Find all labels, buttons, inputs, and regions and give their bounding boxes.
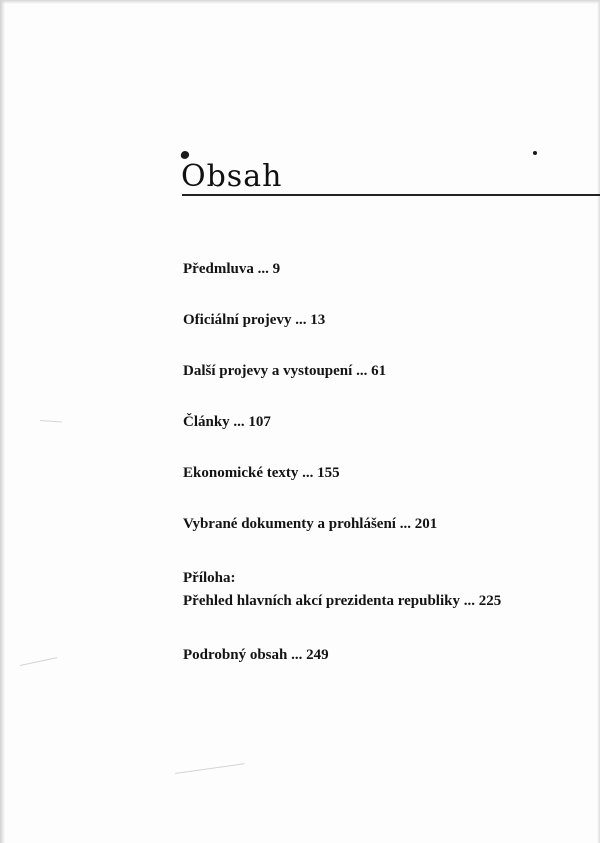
toc-entry-clanky: Články ... 107	[183, 414, 271, 430]
title-underline	[182, 194, 600, 196]
toc-entry-priloha-label: Příloha:	[183, 570, 236, 586]
toc-entry-oficialni-projevy: Oficiální projevy ... 13	[183, 312, 326, 328]
scan-scuff-mark	[175, 763, 244, 774]
toc-entry-dalsi-projevy: Další projevy a vystoupení ... 61	[183, 363, 387, 379]
toc-entry-predmluva: Předmluva ... 9	[183, 261, 281, 277]
page-title: Obsah	[181, 159, 283, 194]
scan-edge-top	[0, 0, 600, 4]
toc-entry-podrobny-obsah: Podrobný obsah ... 249	[183, 647, 329, 663]
ink-speck	[533, 151, 537, 155]
toc-entry-prehled-akci: Přehled hlavních akcí prezidenta republiky ... 225	[183, 593, 502, 609]
toc-entry-ekonomicke-texty: Ekonomické texty ... 155	[183, 465, 340, 481]
toc-entry-vybrane-dokumenty: Vybrané dokumenty a prohlášení ... 201	[183, 516, 438, 532]
scan-scuff-mark	[40, 420, 62, 423]
scan-scuff-mark	[20, 657, 57, 666]
scan-edge-left	[0, 0, 5, 843]
